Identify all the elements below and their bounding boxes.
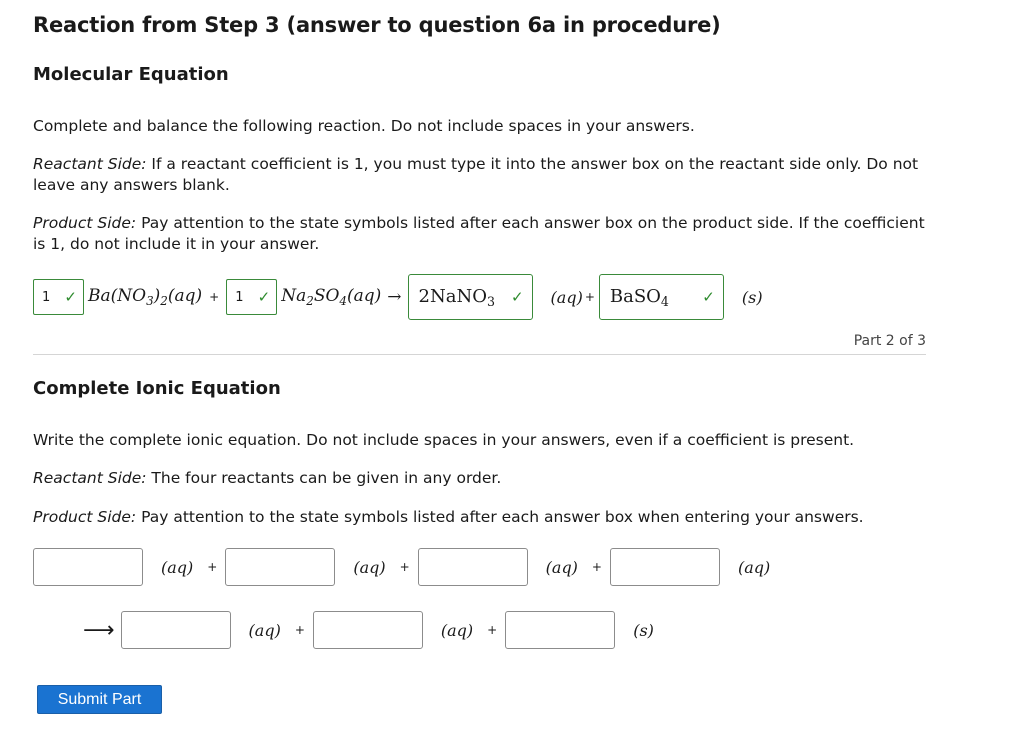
ionic-reactant-note (33, 468, 926, 489)
product-side-text: Pay attention to the state symbols listed after each answer box when entering your answers. (141, 508, 864, 526)
molecular-product-note (33, 213, 926, 255)
ionic-reactant-input-1[interactable] (33, 548, 143, 586)
product-2-input[interactable] (599, 274, 724, 320)
ionic-reactant-input-2[interactable] (225, 548, 335, 586)
reactant-side-label: Reactant Side: (33, 155, 147, 173)
plus-sign: + (209, 290, 220, 304)
ionic-products-row (83, 608, 654, 652)
plus-sign: + (487, 623, 498, 637)
product-1-state: (aq) (550, 287, 583, 307)
submit-part-button[interactable]: Submit Part (37, 685, 162, 714)
molecular-equation (33, 275, 763, 319)
ionic-reactant-state-1: (aq) (161, 557, 194, 577)
page-title: Reaction from Step 3 (answer to question 6a in procedure) (33, 13, 721, 37)
part-indicator: Part 2 of 3 (853, 333, 926, 349)
product-side-label: Product Side: (33, 508, 137, 526)
ionic-product-input-2[interactable] (313, 611, 423, 649)
molecular-instructions: Complete and balance the following reaction. Do not include spaces in your answers. (33, 117, 695, 135)
product-1-input[interactable] (408, 274, 533, 320)
ionic-product-state-3: (s) (633, 620, 654, 640)
product-2-state: (s) (741, 287, 763, 307)
ionic-product-input-3[interactable] (505, 611, 615, 649)
ionic-product-note (33, 507, 926, 528)
ionic-product-state-1: (aq) (248, 620, 281, 640)
plus-sign: + (591, 560, 602, 574)
coefficient-value-1: 1 (42, 289, 51, 305)
product-2-value: BaSO$_4$ (609, 285, 669, 309)
product-side-text: Pay attention to the state symbols listed after each answer box on the product side. If the coefficient is 1, do not include it in your answer. (33, 214, 925, 253)
check-icon: ✓ (702, 288, 715, 306)
plus-sign: + (294, 623, 305, 637)
check-icon: ✓ (64, 288, 77, 306)
ionic-product-state-2: (aq) (440, 620, 474, 640)
ionic-reactant-input-4[interactable] (610, 548, 720, 586)
coefficient-input-2[interactable] (226, 279, 277, 315)
ionic-reactant-state-3: (aq) (545, 557, 578, 577)
product-side-label: Product Side: (33, 214, 137, 232)
ionic-reactants-row (33, 545, 770, 589)
reaction-arrow: ⟶ (83, 617, 115, 643)
ionic-heading: Complete Ionic Equation (33, 378, 281, 399)
check-icon: ✓ (257, 288, 271, 306)
reactant-side-label: Reactant Side: (33, 469, 147, 487)
ionic-reactant-input-3[interactable] (418, 548, 528, 586)
plus-sign: + (207, 560, 218, 574)
ionic-product-input-1[interactable] (121, 611, 231, 649)
coefficient-value-2: 1 (235, 289, 244, 305)
reactant-2-formula: $Na_2SO_4(aq)$ (281, 286, 382, 308)
reactant-side-text: If a reactant coefficient is 1, you must type it into the answer box on the reactant side only. Do not leave any answers blank. (33, 155, 919, 194)
molecular-heading: Molecular Equation (33, 64, 229, 85)
plus-sign: + (399, 560, 410, 574)
ionic-reactant-state-4: (aq) (737, 557, 771, 577)
check-icon: ✓ (510, 288, 524, 306)
plus-sign: + (584, 290, 595, 304)
molecular-reactant-note (33, 154, 926, 196)
section-divider (33, 354, 926, 355)
ionic-reactant-state-2: (aq) (353, 557, 386, 577)
reactant-1-formula: $Ba(NO_3)_2(aq)$ (88, 286, 203, 308)
product-1-value: 2NaNO$_3$ (418, 285, 496, 309)
ionic-instructions: Write the complete ionic equation. Do not include spaces in your answers, even if a coefficient is present. (33, 431, 855, 449)
reactant-side-text: The four reactants can be given in any order. (151, 469, 502, 487)
reaction-arrow: → (387, 287, 402, 307)
coefficient-input-1[interactable] (33, 279, 84, 315)
